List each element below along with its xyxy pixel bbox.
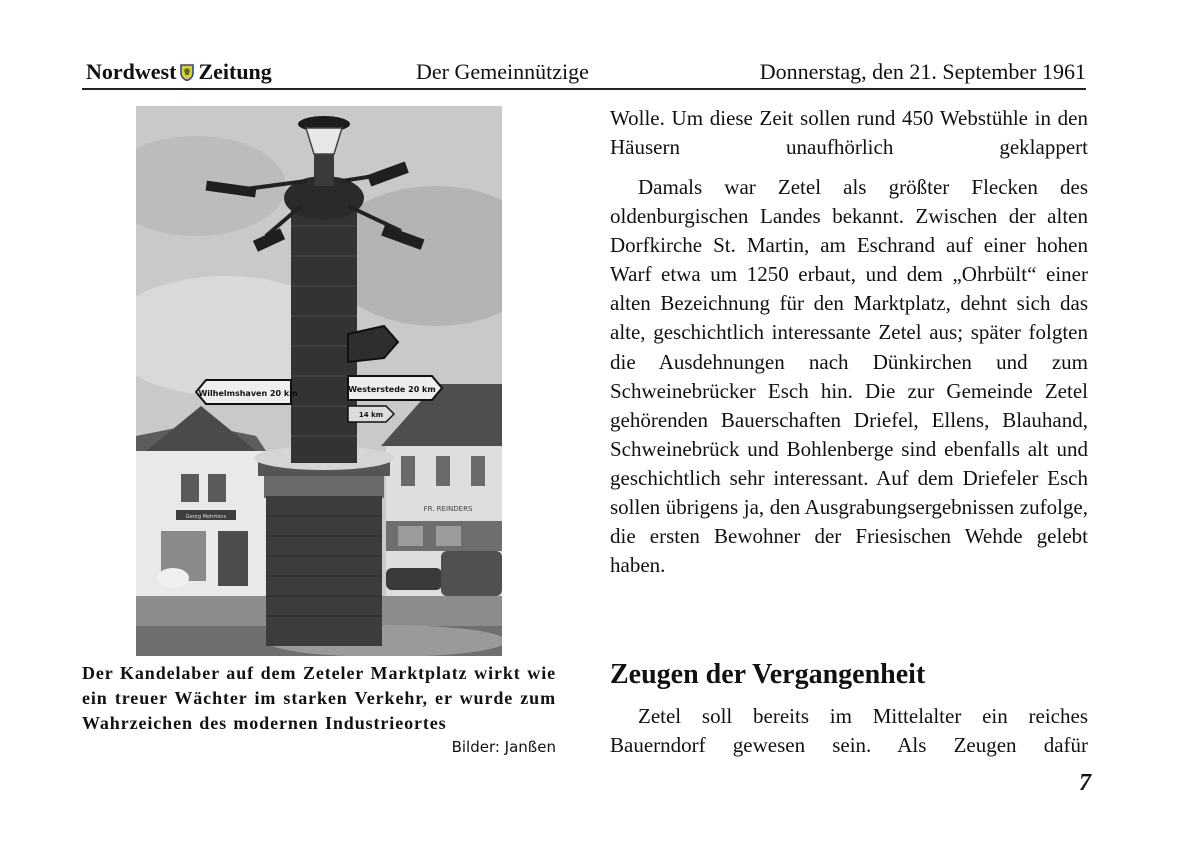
sign-lower-text: 14 km: [358, 411, 384, 419]
photo-caption: Der Kandelaber auf dem Zeteler Marktplatz wirkt wie ein treuer Wächter im starken Verkehr, er wurde zum Wahrzeichen des modernen Industrieortes: [82, 663, 556, 733]
brand-name-right: Zeitung: [198, 59, 272, 84]
article-paragraph-2: [610, 173, 1088, 580]
paragraph-text: Damals war Zetel als größter Flecken des oldenburgischen Landes bekannt. Zwischen der alten Dorfkirche St. Martin, am Eschrand auf einer hohen Warf etwa um 1250 erbaut, und dem „Ohrbült“ einer alten Bezeichnung für den Marktplatz, dehnt sich das alte, geschichtlich interessante Zetel aus; später folgten die Ausdehnungen nach Dünkirchen und zum Schweinebrücker Esch hin. Die zur Gemeinde Zetel gehörenden Bauerschaften Driefel, Ellens, Blauhand, Schweinebrück und Bohlenberge sind ebenfalls alt und geschichtlich sehr interessant. Auf dem Driefeler Esch sollen übrigens ja, den Ausgrabungsergebnissen zufolge, die ersten Bewohner der Friesischen Wehde gelebt haben.: [610, 175, 1088, 578]
shop-sign-left: Georg Mehrtens: [185, 514, 227, 520]
sign-left-text: Wilhelmshaven 20 km: [198, 389, 298, 398]
crest-icon: [180, 64, 194, 81]
article-paragraph-1: [610, 104, 1088, 162]
article-subheading: Zeugen der Vergangenheit: [610, 659, 926, 690]
paragraph-text: Wolle. Um diese Zeit sollen rund 450 Webstühle in den Häusern unaufhörlich geklappert: [610, 106, 1088, 160]
newspaper-logo: [86, 59, 272, 85]
market-square-photo: [136, 106, 502, 656]
page-number: 7: [1079, 770, 1091, 796]
sign-right-text: Westerstede 20 km: [348, 385, 436, 394]
paragraph-text: Zetel soll bereits im Mittelalter ein reiches Bauerndorf gewesen sein. Als Zeugen dafür: [610, 704, 1088, 758]
masthead: [82, 58, 1086, 90]
photo-credit: Bilder: Janßen: [451, 738, 556, 756]
section-title: Der Gemeinnützige: [416, 59, 589, 84]
shop-sign-right: FR. REINDERS: [423, 505, 473, 513]
brand-name-left: Nordwest: [86, 59, 177, 84]
candelabra-photo-illustration: [136, 106, 502, 656]
issue-date: Donnerstag, den 21. September 1961: [759, 59, 1086, 84]
article-paragraph-3: [610, 702, 1088, 760]
